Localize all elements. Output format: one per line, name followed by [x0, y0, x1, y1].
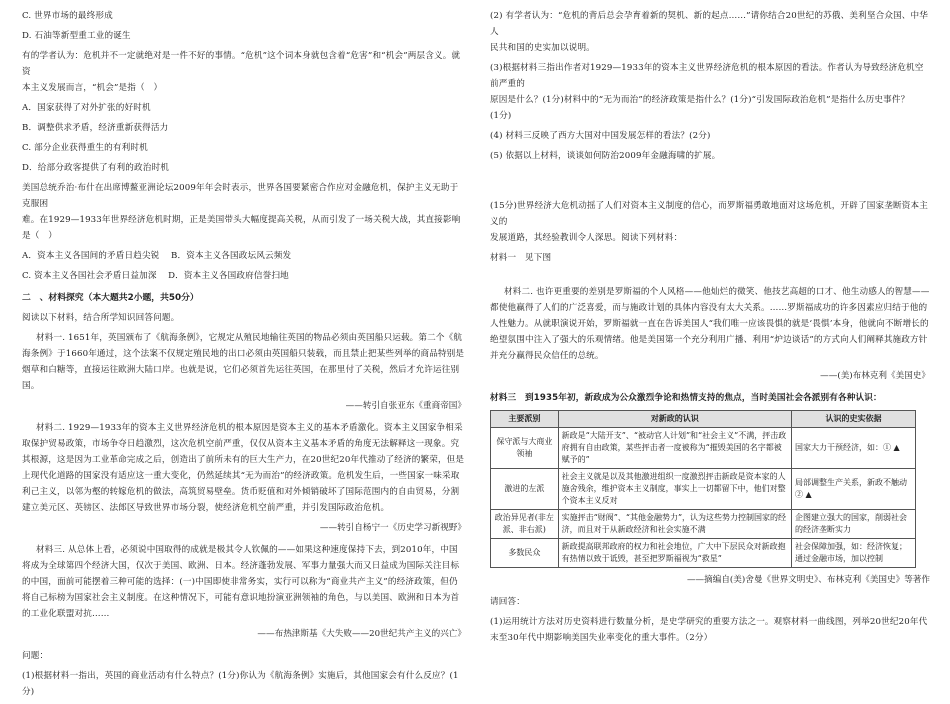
table-header: 主要派别: [491, 411, 559, 428]
material-3-title: 材料三 到1935年初，新政成为公众激烈争论和热情支持的焦点，当时美国社会各派别有各种认识：: [490, 393, 882, 403]
question-line: (2) 有学者认为：“危机的背后总会孕育着新的契机、新的起点……”请你结合20世纪的苏俄、美利坚合众国、中华人: [490, 11, 929, 37]
option-b: B．调整供求矛盾，经济重新获得活力: [22, 123, 169, 133]
question-line: (1)运用统计方法对历史资料进行数量分析，是史学研究的重要方法之一。观察材料一曲线图，列举20世纪20年代: [490, 617, 928, 627]
table-row: [491, 510, 916, 539]
option-c: C. 资本主义各国社会矛盾日益加深: [22, 271, 157, 281]
option-d: D. 石油等新型重工业的诞生: [22, 31, 131, 41]
right-column: [490, 8, 930, 650]
table-header: 认识的史实依据: [791, 411, 915, 428]
left-column: [22, 8, 466, 704]
table-row: [491, 428, 916, 469]
questions-label: 问题：: [22, 651, 49, 661]
table-row: [491, 469, 916, 510]
table-header: 对新政的认识: [558, 411, 791, 428]
cell-basis: 社会保障加强，如：经济恢复；通过金融市场，加以控制: [791, 539, 915, 568]
cell-faction: 保守派与大商业领袖: [491, 428, 559, 469]
table-source: ——摘编自(美)舍曼《世界文明史》、布林克利《美国史》等著作: [686, 575, 930, 585]
question-15-stem: [490, 198, 930, 246]
question-1: (1)根据材料一指出，英国的商业活动有什么特点？(1分)你认为《航海条例》实施后，其他国家会有什么反应？(1分): [22, 671, 459, 697]
material-3-source: ——布热津斯基《大失败——20世纪共产主义的兴亡》: [257, 629, 466, 639]
section-intro: 阅读以下材料，结合所学知识回答问题。: [22, 313, 180, 323]
option-d: D．资本主义各国政府信誉扫地: [168, 271, 289, 281]
cell-faction: 激进的左派: [491, 469, 559, 510]
option-b: B．资本主义各国政坛风云频发: [171, 251, 292, 261]
option-a: A．资本主义各国间的矛盾日趋尖锐: [22, 251, 160, 261]
ask-question-1: [490, 614, 930, 646]
section-title: 二 、材料探究（本大题共2小题，共50分）: [22, 293, 199, 303]
option-row: [22, 248, 466, 264]
stem-line: 难。在1929—1933年世界经济危机时期，正是美国带头大幅度提高关税，从而引发了一场关税大战，其直接影响: [22, 215, 461, 225]
material-1-source: ——转引自张亚东《重商帝国》: [345, 401, 466, 411]
cell-view: 新政提高联邦政府的权力和社会地位，广大中下层民众对新政抱有热情以致于诋毁，甚至把罗斯福视为“救星”: [558, 539, 791, 568]
option-c: C. 部分企业获得重生的有利时机: [22, 143, 148, 153]
cell-view: 实施抨击“财阀”、“其他金融势力”，认为这些势力控制国家的经济，而且对于从新政经济和社会实施不满: [558, 510, 791, 539]
question-line: 原因是什么？(1分)材料中的“无为而治”的经济政策是指什么？(1分)“引发国际政治危机”是指什么历史事件？: [490, 95, 910, 105]
option-c: C. 世界市场的最终形成: [22, 11, 113, 21]
material-1: 材料一. 1651年，英国颁布了《航海条例》，它规定从殖民地输往英国的物品必须由英国船只运载。第二个《航海条例》于1660年通过，这个法案不仅规定殖民地的出口必须由英国船只装载，而且禁止把某些列举的商品特别是烟草和白糖等，直接运往欧洲大陆口岸。也就是说，它们必须首先运往英国，在那里付了关税，然后才允许运往别国。: [22, 333, 465, 391]
question-2: [490, 8, 930, 56]
stem-line: 美国总统乔治·布什在出席博鳌亚洲论坛2009年年会时表示，世界各国要紧密合作应对金融危机，保护主义无助于克服困: [22, 183, 459, 209]
cell-basis: 企图建立强大的国家，削弱社会的经济垄断实力: [791, 510, 915, 539]
ask-label: 请回答：: [490, 597, 525, 607]
stem-line: (15分)世界经济大危机动摇了人们对资本主义制度的信心，而罗斯福勇敢地面对这场危机，开辟了国家垄断资本主义的: [490, 201, 928, 227]
cell-faction: 政治异见者(非左派、非右派): [491, 510, 559, 539]
factions-table: [490, 410, 916, 568]
cell-view: 新政是“大陆开支”、“被动官人计划”和“社会主义”不满，抨击政府拥有自由政策，某些抨击者一度被称为“摧毁美国的名字都被赋予的”: [558, 428, 791, 469]
option-a: A．国家获得了对外扩张的好时机: [22, 103, 151, 113]
stem-line: 发展道路，其经验教训令人深思。阅读下列材料：: [490, 233, 683, 243]
option-d: D．给部分政客提供了有利的政治时机: [22, 163, 169, 173]
question-5: (5) 依据以上材料，谈谈如何防治2009年金融海啸的扩展。: [490, 151, 721, 161]
material-3: 材料三. 从总体上看，必须说中国取得的成就是极其令人钦佩的——如果这种速度保持下去，到2010年，中国将成为全球第四个经济大国，仅次于美国、欧洲、日本。经济蓬勃发展、军事力量强大而又日益成为国际关注目标的中国，面前可能摆着三种可能的选择：(一)中国即使非常务实，实行可以称为“商业共产主义”的经济政策，但仍将自己标榜为国家社会主义制度。在这种情况下，可能有意识地扮演亚洲领袖的角色，与以美国、欧洲和日本为首的工业化联盟对抗……: [22, 545, 460, 619]
stem-line: 本主义发展而言，“机会”是指（ ）: [22, 83, 163, 93]
question-line: (3)根据材料三指出作者对1929—1933年的资本主义世界经济危机的根本原因的看法。作者认为导致经济危机空前严重的: [490, 63, 924, 89]
material-2-source: ——转引自杨宁一《历史学习新视野》: [319, 523, 466, 533]
cell-basis: 国家大力干预经济，如：① ▲: [791, 428, 915, 469]
option-row: [22, 268, 466, 284]
question-line: 民共和国的史实加以说明。: [490, 43, 595, 53]
cell-faction: 多数民众: [491, 539, 559, 568]
stem-line: 有的学者认为：危机并不一定就绝对是一件不好的事情。“危机”这个词本身就包含着“危害”和“机会”两层含义。就资: [22, 51, 461, 77]
material-2: 材料二. 1929—1933年的资本主义世界经济危机的根本原因是资本主义的基本矛盾激化。资本主义国家争相采取保护贸易政策，市场争夺日趋激烈，这次危机空前严重，仅仅从资本主义基本矛盾的角度无法解释这一现象。究其根源，这是因为工业革命完成之后，创造出了前所未有的巨大生产力，在20世纪20年代推动了经济的繁荣，但是上现代化道路的国家没有适应这一重大变化，仍然延续其“无为而治”的经济政策。危机发生后，一些国家一味采取利己主义，以邻为壑的转嫁危机的做法，高筑贸易壁垒。货币贬值和对外倾销破坏了国际范围内的自由贸易，分割建立美元区、英镑区、法郎区导致世界市场分裂，使经济危机空前严重，并引发国际政治危机。: [22, 423, 465, 513]
material-1-label: 材料一 见下图: [490, 253, 552, 263]
table-header-row: [491, 411, 916, 428]
material-2-source: ——(美)布林克利《美国史》: [820, 371, 930, 381]
question-3: [490, 60, 930, 124]
cell-basis: 局部调整生产关系，新政不触动② ▲: [791, 469, 915, 510]
table-row: [491, 539, 916, 568]
question-stem: [22, 48, 466, 96]
stem-line: 是（ ）: [22, 231, 57, 241]
cell-view: 社会主义就是以及其他激进组织一度激烈抨击新政是资本家的人施舍残余，维护资本主义制度，事实上一切都留下中，他们对整个资本主义反对: [558, 469, 791, 510]
material-2: 材料二. 也许更重要的差别是罗斯福的个人风格——他灿烂的微笑、他技艺高超的口才、他生动感人的智慧——都使他赢得了人们的广泛喜爱，而与施政计划的具体内容没有太大关系。……罗斯福成功的许多因素应归结于他的人性魅力。从就职演说开始，罗斯福就一直在告诉美国人“我们唯一应该畏惧的就是‘畏惧’本身，他就向不断增长的绝望氛围中注入了强大的乐观情绪。他是美国第一个充分利用广播、利用“炉边谈话”的方式向人们阐释其施政方针并充分赢得民众信任的总统。: [490, 287, 930, 361]
question-stem: [22, 180, 466, 244]
question-4: (4) 材料三反映了西方大国对中国发展怎样的看法？(2分): [490, 131, 711, 141]
question-line: 末至30年代中期影响美国失业率变化的重大事件。（2分）: [490, 633, 713, 643]
question-line: (1分): [490, 111, 512, 121]
